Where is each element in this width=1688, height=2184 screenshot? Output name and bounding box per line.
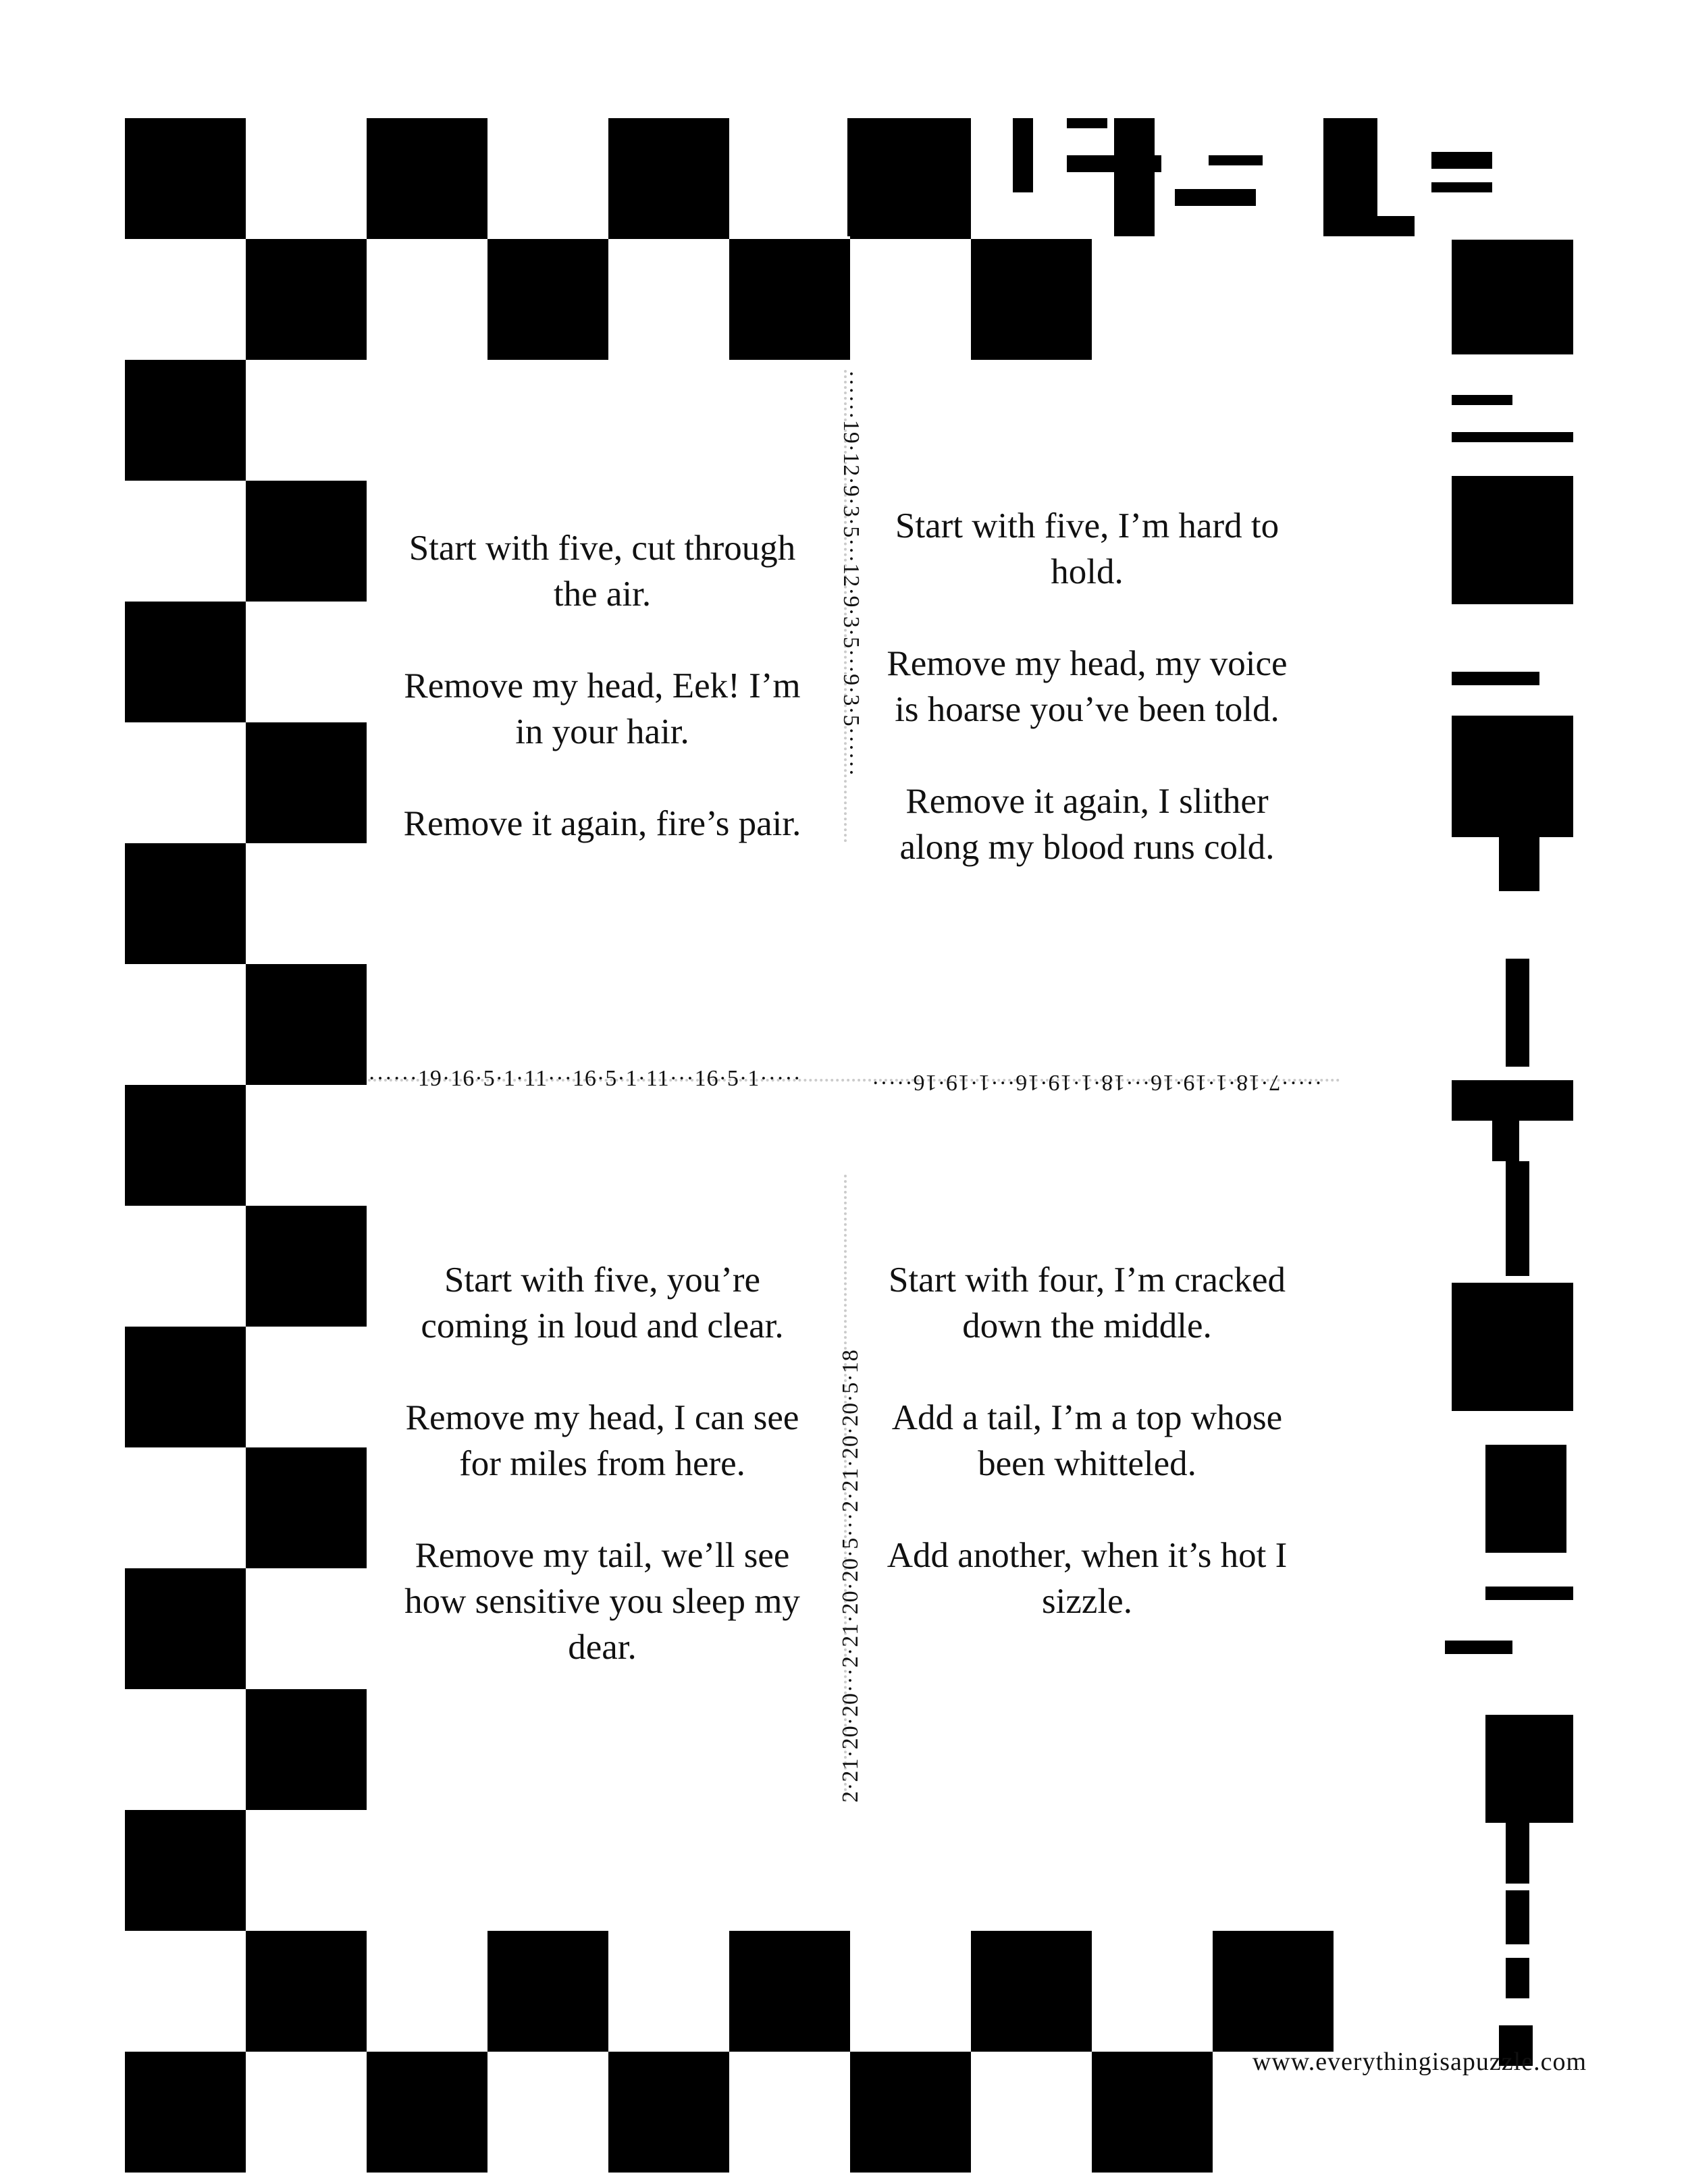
title-glyph-stroke	[1445, 1641, 1512, 1654]
checker-square	[125, 843, 246, 964]
title-glyph-stroke	[1485, 1587, 1573, 1600]
title-glyph-stroke	[1209, 155, 1263, 165]
riddle-line: Remove it again, fire’s pair.	[403, 804, 801, 843]
title-glyph-stroke	[1114, 118, 1155, 236]
title-glyph-stroke	[1506, 959, 1529, 1026]
riddle-line: Remove my tail, we’ll see how sensitive you sleep my dear.	[404, 1536, 800, 1667]
checker-square	[125, 1568, 246, 1689]
title-glyph-stroke	[1323, 216, 1415, 236]
checker-square	[246, 1206, 367, 1327]
checker-square	[125, 1810, 246, 1931]
title-glyph-stroke	[895, 149, 915, 189]
checker-square	[1092, 2052, 1213, 2173]
checker-square	[1213, 1931, 1334, 2052]
cut-code-bottom: 2·21·20·20···2·21·20·20·5···2·21·20·20·5·18	[838, 1349, 863, 1803]
riddle-top-left	[386, 525, 818, 847]
checker-square	[246, 1447, 367, 1568]
riddle-line: Add a tail, I’m a top whose been whitteled.	[891, 1398, 1283, 1483]
checker-square	[246, 1689, 367, 1810]
title-glyph-stroke	[1431, 182, 1492, 192]
title-glyph-stroke	[1485, 1715, 1573, 1823]
title-glyph-stroke	[1506, 1816, 1529, 1884]
checker-square	[246, 239, 367, 360]
checker-square	[971, 1931, 1092, 2052]
checker-square	[125, 2052, 246, 2173]
title-glyph-stroke	[1506, 1208, 1529, 1276]
riddle-line: Remove my head, Eek! I’m in your hair.	[404, 666, 801, 751]
riddle-line: Remove it again, I slither along my blood runs cold.	[899, 782, 1275, 867]
checker-square	[729, 239, 850, 360]
title-glyph-stroke	[1506, 1445, 1533, 1485]
checker-square	[125, 118, 246, 239]
riddle-bottom-left	[386, 1257, 818, 1670]
cut-code-top: ······19·12·9·3·5···12·9·3·5···9·3·5······	[839, 370, 864, 777]
checker-square	[125, 1085, 246, 1206]
riddle-line: Start with five, you’re coming in loud and clear.	[421, 1260, 784, 1346]
title-glyph-stroke	[847, 118, 928, 236]
vertical-cut-line	[844, 1175, 847, 1803]
checker-square	[850, 2052, 971, 2173]
title-glyph-stroke	[1499, 837, 1539, 878]
checker-square	[125, 1327, 246, 1447]
title-glyph-stroke	[1013, 118, 1033, 192]
riddle-line: Remove my head, I can see for miles from here.	[405, 1398, 799, 1483]
checker-square	[608, 2052, 729, 2173]
vertical-cut-line	[844, 370, 847, 843]
title-glyph-stroke	[1452, 432, 1573, 442]
title-glyph-stroke	[1452, 476, 1479, 530]
checker-square	[367, 2052, 487, 2173]
title-glyph-stroke	[1452, 395, 1512, 405]
riddle-bottom-right	[871, 1257, 1303, 1624]
title-glyph-stroke	[1539, 240, 1573, 307]
checker-square	[367, 118, 487, 239]
cut-code-left: ······19·16·5·1·11···16·5·1·11···16·5·1·····	[368, 1066, 801, 1091]
checker-square	[125, 360, 246, 481]
checker-square	[246, 481, 367, 602]
checker-square	[246, 1931, 367, 2052]
title-glyph-stroke	[1492, 1107, 1519, 1161]
checker-square	[729, 1931, 850, 2052]
checker-square	[246, 722, 367, 843]
riddle-line: Start with five, cut through the air.	[408, 529, 796, 614]
title-glyph-stroke	[1506, 1161, 1529, 1208]
title-glyph-stroke	[1506, 1026, 1529, 1067]
title-glyph-stroke	[1506, 1890, 1529, 1944]
title-glyph-stroke	[1499, 1316, 1539, 1377]
checker-square	[971, 239, 1092, 360]
checker-square	[487, 1931, 608, 2052]
title-glyph-stroke	[1431, 152, 1492, 169]
checker-square	[246, 964, 367, 1085]
title-glyph-stroke	[1506, 1958, 1529, 1998]
cut-code-right: ·····7·18·1·19·16···18·1·19·16···1·19·16·····	[871, 1070, 1323, 1095]
checker-square	[608, 118, 729, 239]
riddle-line: Start with four, I’m cracked down the middle.	[888, 1260, 1286, 1346]
riddle-top-right	[871, 503, 1303, 870]
horizontal-cut-line	[368, 1079, 1340, 1082]
title-glyph-stroke	[1067, 118, 1107, 128]
riddle-line: Add another, when it’s hot I sizzle.	[887, 1536, 1288, 1621]
title-glyph-stroke	[1499, 878, 1539, 891]
footer-url[interactable]: www.everythingisapuzzle.com	[1252, 2048, 1587, 2076]
title-glyph-stroke	[1452, 672, 1539, 685]
riddle-line: Start with five, I’m hard to hold.	[895, 506, 1280, 591]
title-glyph-stroke	[1479, 240, 1496, 280]
title-glyph-stroke	[1506, 716, 1573, 756]
riddle-line: Remove my head, my voice is hoarse you’ve been told.	[887, 644, 1288, 729]
checker-square	[487, 239, 608, 360]
title-glyph-stroke	[1175, 189, 1256, 206]
checker-square	[125, 602, 246, 722]
